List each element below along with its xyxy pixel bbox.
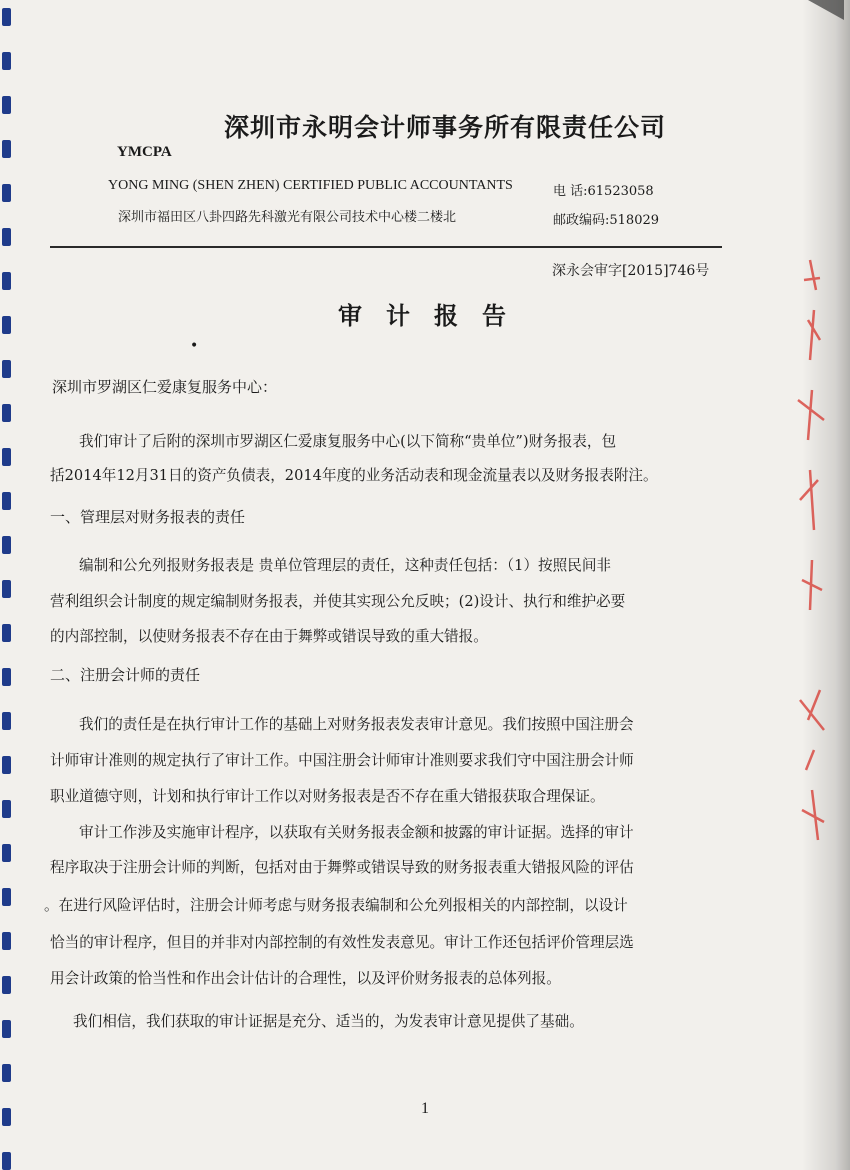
company-name-english: YONG MING (SHEN ZHEN) CERTIFIED PUBLIC ACCOUNTANTS — [108, 178, 513, 193]
binding-ring — [2, 712, 11, 730]
binding-ring — [2, 580, 11, 598]
spiral-binding — [0, 0, 26, 1170]
section-2-p2-line-2: 程序取决于注册会计师的判断，包括对由于舞弊或错误导致的财务报表重大错报风险的评估 — [50, 859, 634, 876]
binding-ring — [2, 536, 11, 554]
intro-line-2: 括2014年12月31日的资产负债表，2014年度的业务活动表和现金流量表以及财务报表附注。 — [50, 467, 658, 484]
page-number: 1 — [421, 1100, 429, 1117]
binding-ring — [2, 756, 11, 774]
section-1-heading: 一、管理层对财务报表的责任 — [50, 508, 246, 526]
binding-ring — [2, 844, 11, 862]
section-2-p1-line-3: 职业道德守则，计划和执行审计工作以对财务报表是否不存在重大错报获取合理保证。 — [50, 788, 605, 805]
binding-ring — [2, 184, 11, 202]
company-name-chinese: 深圳市永明会计师事务所有限责任公司 — [223, 113, 666, 142]
binding-ring — [2, 448, 11, 466]
seal-stamp-fragment — [790, 250, 830, 870]
binding-ring — [2, 976, 11, 994]
intro-line-1: 我们审计了后附的深圳市罗湖区仁爱康复服务中心(以下简称“贵单位”)财务报表，包 — [79, 433, 617, 450]
binding-ring — [2, 1152, 11, 1170]
section-2-p2-line-4: 恰当的审计程序，但目的并非对内部控制的有效性发表意见。审计工作还包括评价管理层选 — [50, 934, 634, 951]
section-1-line-2: 营利组织会计制度的规定编制财务报表，并使其实现公允反映；(2)设计、执行和维护必要 — [50, 593, 626, 610]
binding-ring — [2, 800, 11, 818]
binding-ring — [2, 8, 11, 26]
binding-ring — [2, 404, 11, 422]
corner-fold-mark — [806, 0, 846, 22]
binding-ring — [2, 668, 11, 686]
binding-ring — [2, 272, 11, 290]
section-2-p2-line-1: 审计工作涉及实施审计程序，以获取有关财务报表金额和披露的审计证据。选择的审计 — [79, 824, 634, 841]
stray-dot: • — [190, 338, 199, 354]
binding-ring — [2, 228, 11, 246]
report-number: 深永会审字[2015]746号 — [552, 263, 710, 279]
section-2-heading: 二、注册会计师的责任 — [50, 666, 201, 684]
binding-ring — [2, 932, 11, 950]
section-2-p2-line-3: 。在进行风险评估时，注册会计师考虑与财务报表编制和公允列报相关的内部控制，以设计 — [44, 897, 628, 914]
addressee: 深圳市罗湖区仁爱康复服务中心： — [52, 378, 278, 396]
binding-ring — [2, 1064, 11, 1082]
section-2-p2-line-5: 用会计政策的恰当性和作出会计估计的合理性，以及评价财务报表的总体列报。 — [50, 970, 561, 987]
section-1-line-3: 的内部控制，以使财务报表不存在由于舞弊或错误导致的重大错报。 — [50, 628, 488, 645]
binding-ring — [2, 360, 11, 378]
section-2-p1-line-1: 我们的责任是在执行审计工作的基础上对财务报表发表审计意见。我们按照中国注册会 — [79, 716, 634, 733]
binding-ring — [2, 492, 11, 510]
section-2-p1-line-2: 计师审计准则的规定执行了审计工作。中国注册会计师审计准则要求我们守中国注册会计师 — [50, 752, 634, 769]
binding-ring — [2, 624, 11, 642]
report-title: 审计报告 — [338, 302, 530, 330]
company-postal-code: 邮政编码:518029 — [553, 213, 660, 228]
header-divider — [50, 246, 722, 248]
company-abbreviation: YMCPA — [117, 144, 172, 160]
binding-ring — [2, 1020, 11, 1038]
company-phone: 电 话:61523058 — [553, 184, 654, 199]
section-2-p3-line-1: 我们相信，我们获取的审计证据是充分、适当的，为发表审计意见提供了基础。 — [73, 1013, 584, 1030]
section-1-line-1: 编制和公允列报财务报表是 贵单位管理层的责任，这种责任包括：（1）按照民间非 — [79, 557, 612, 574]
company-address: 深圳市福田区八卦四路先科激光有限公司技术中心楼二楼北 — [118, 210, 457, 225]
binding-ring — [2, 52, 11, 70]
binding-ring — [2, 888, 11, 906]
